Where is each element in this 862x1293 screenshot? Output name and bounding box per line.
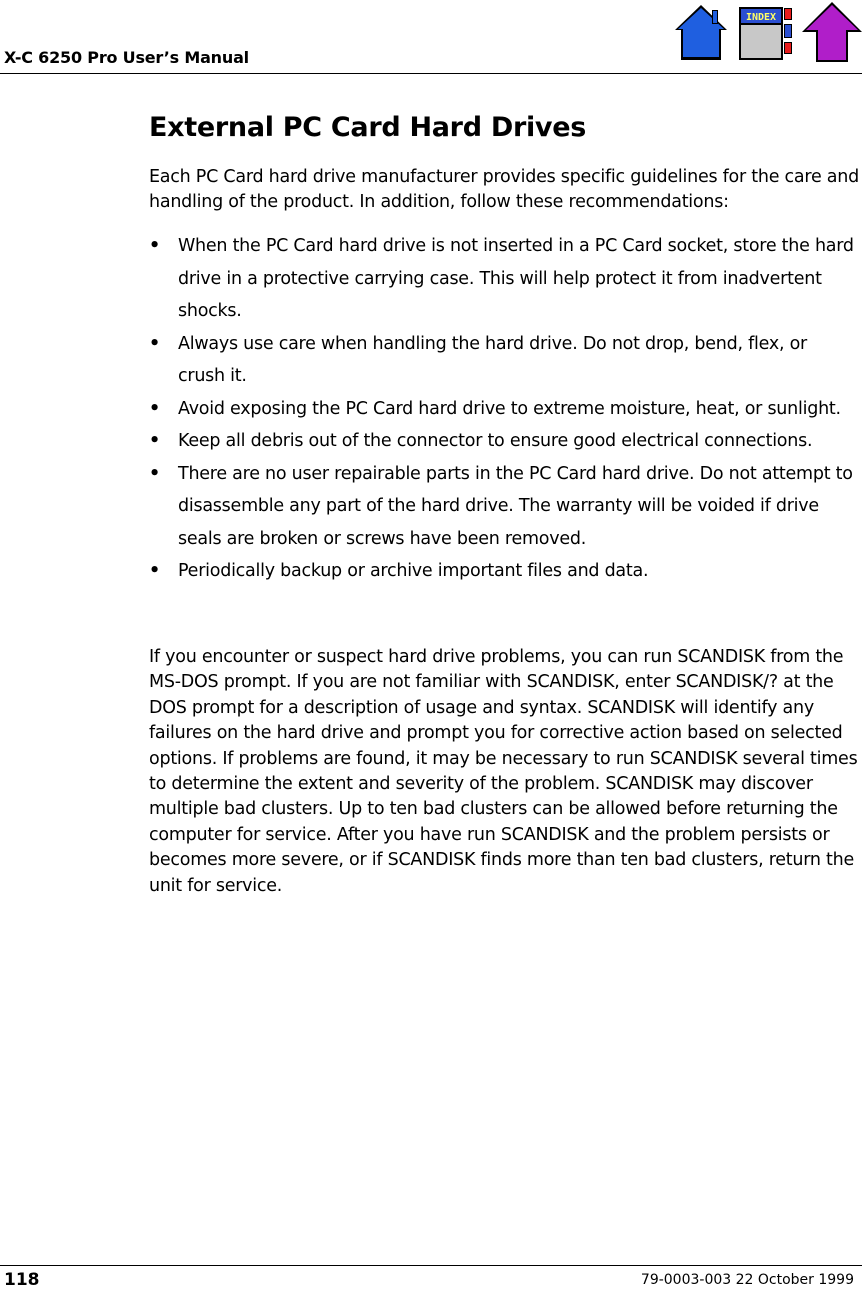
list-item [149, 328, 859, 393]
bullet-icon: • [149, 463, 160, 484]
list-item-text: When the PC Card hard drive is not inserted in a PC Card socket, store the hard drive in a protective carrying case. This will help protect it from inadvertent shocks. [178, 236, 854, 321]
manual-title: X-C 6250 Pro User’s Manual [4, 48, 249, 67]
list-item [149, 555, 859, 589]
page-heading: External PC Card Hard Drives [149, 112, 586, 143]
recommendations-list [149, 230, 859, 589]
intro-paragraph: Each PC Card hard drive manufacturer provides specific guidelines for the care and handling of the product. In addition, follow these recommendations: [149, 167, 859, 212]
up-arrow-icon[interactable] [802, 2, 862, 64]
bullet-icon: • [149, 561, 160, 581]
list-item-text: Avoid exposing the PC Card hard drive to extreme moisture, heat, or sunlight. [178, 398, 841, 419]
bullet-icon: • [149, 431, 160, 451]
list-item [149, 393, 859, 426]
nav-toolbar [672, 2, 862, 64]
document-id: 79-0003-003 22 October 1999 [640, 1272, 854, 1288]
header-divider [0, 73, 862, 74]
scandisk-paragraph: If you encounter or suspect hard drive problems, you can run SCANDISK from the MS-DOS prompt. If you are not familiar with SCANDISK, enter SCANDISK/? at the DOS prompt for a description of usage and syntax. SCANDISK will identify any failures on the hard drive and prompt you for corrective action based on selected options. If problems are found, it may be necessary to run SCANDISK several times to determine the extent and severity of the problem. SCANDISK may discover multiple bad clusters. Up to ten bad clusters can be allowed before returning the computer for service. After you have run SCANDISK and the problem persists or becomes more severe, or if SCANDISK finds more than ten bad clusters, return the unit for service. [149, 647, 858, 896]
bullet-icon: • [149, 236, 160, 256]
list-item-text: Always use care when handling the hard drive. Do not drop, bend, flex, or crush it. [178, 333, 807, 386]
list-item [149, 425, 859, 458]
index-icon[interactable] [736, 2, 794, 64]
list-item-text: There are no user repairable parts in the PC Card hard drive. Do not attempt to disassemble any part of the hard drive. The warranty will be voided if drive seals are broken or screws have been removed. [178, 463, 853, 549]
list-item [149, 230, 859, 328]
list-item-text: Periodically backup or archive important files and data. [178, 561, 649, 581]
bullet-icon: • [149, 398, 160, 419]
page-number: 118 [4, 1270, 40, 1290]
home-icon[interactable] [672, 2, 730, 62]
bullet-icon: • [149, 333, 160, 354]
list-item-text: Keep all debris out of the connector to ensure good electrical connections. [178, 431, 813, 451]
index-label: INDEX [745, 12, 777, 23]
list-item [149, 458, 859, 556]
footer-divider [0, 1265, 862, 1266]
